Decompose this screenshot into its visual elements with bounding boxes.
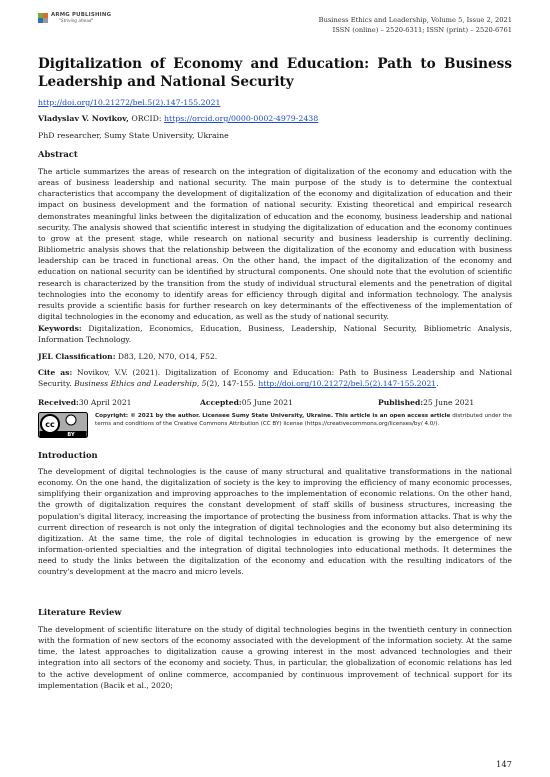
- publisher-logo: [38, 12, 111, 24]
- published-date: [378, 398, 475, 407]
- journal-issn-line: ISSN (online) – 2520-6311; ISSN (print) – 2520-6761: [332, 25, 512, 34]
- author-name: Vladyslav V. Novikov,: [38, 114, 129, 123]
- journal-info: [319, 16, 512, 35]
- copyright-rest: distributed under the terms and conditions of the Creative Commons Attribution (CC BY) license (https://creativecommons.org/licenses/by/ 4.0/).: [95, 413, 512, 428]
- introduction-heading: Introduction: [38, 450, 98, 460]
- cite-as: [38, 367, 512, 389]
- orcid-link[interactable]: https://orcid.org/0000-0002-4979-2438: [164, 114, 319, 123]
- attribution-icon: [66, 415, 76, 425]
- cite-end: .: [436, 379, 439, 389]
- copyright-notice: [95, 412, 512, 428]
- keywords: [38, 323, 512, 345]
- introduction-text: The development of digital technologies is the cause of many structural and qualitative transformations in the national economy. On the one hand, the digitalization of society is the key to improving the efficiency of many economic processes, simplifying their organization and improving approaches to the implementation of economic relations. On the other hand, the growth of digitalization requires the constant development of staff skills of business structures, increasing the population's digital literacy, increasing the importance of protecting the business from information attacks. That is why the current direction of research is not only the integration of digital technologies and the economy but also determining its digitization. At the same time, the role of digital technologies in education is growing by the emergence of new information-oriented specialties and the integration of digital technologies into educational methods. It determines the need to study the links between the digitalization of the economy and education with the resulting indicators of the country's development at the macro and micro levels.: [38, 467, 512, 577]
- literature-review-text: The development of scientific literature on the study of digital technologies begins in the twentieth century in connection with the formation of new sectors of the economy associated with the development of the information society. At the same time, the latest approaches to digitalization cause a growing interest in the most advanced technologies and their integration into all sectors of the economy and society. Thus, in particular, the globalization of economic relations has led to the active development of online commerce, accompanied by continuous improvement of technical support for its implementation (Bacik et al., 2020;: [38, 625, 512, 690]
- abstract-heading: Abstract: [38, 149, 78, 159]
- page-number: 147: [496, 759, 512, 769]
- published-value: 25 June 2021: [423, 398, 475, 407]
- author-affiliation: PhD researcher, Sumy State University, Ukraine: [38, 131, 229, 140]
- jel-classification: [38, 352, 217, 361]
- cite-label: Cite as:: [38, 368, 73, 377]
- cite-text: Novikov, V.V. (2021). Digitalization of Economy and Education: Path to Business Leadership and National Security.: [38, 368, 512, 389]
- publisher-tagline: "Striving ahead": [59, 18, 94, 23]
- cc-by-license-badge: [38, 412, 88, 438]
- publisher-logo-icon: [38, 13, 48, 23]
- keywords-text: Digitalization, Economics, Education, Business, Leadership, National Security, Bibliometric Analysis, Information Technology.: [38, 324, 512, 345]
- received-value: 30 April 2021: [78, 398, 132, 407]
- article-title: Digitalization of Economy and Education: Path to Business Leadership and National Security: [38, 56, 512, 90]
- orcid-label: ORCID:: [128, 114, 164, 123]
- abstract-text: The article summarizes the areas of research on the integration of digitalization of the economy and education with the areas of business leadership and national security. The main purpose of the study is to determine the contextual characteristics that accompany the development of digitalization of the economy and digitalization of education and their impact on business development and the formation of national security. Existing theoretical and empirical research demonstrates meaningful links between the digitalization of education and the economy, business leadership and national security. The analysis showed that scientific interest in studying the digitalization of education and the economy continues to grow at the present stage, while research on national security and business leadership is currently declining. Bibliometric analysis shows that the relationship between the digitalization of the economy and education with business leadership can be traced in functional areas. On the other hand, the impact of the digitalization of the economy and education on national security can be identified by structural components. One should note that the evolution of scientific research is characterized by the transition from the study of individual structural elements and the penetration of digital technologies into the economy to identify areas for efficiency through digital and information technology. The analysis results provide a scientific basis for further research on key determinants of the effectiveness of the implementation of digital technologies in the economy and education, as well as the study of national security.: [38, 167, 512, 322]
- received-label: Received:: [38, 398, 79, 407]
- author-line: [38, 114, 318, 123]
- article-doi-link[interactable]: http://doi.org/10.21272/bel.5(2).147-155.2021: [38, 98, 221, 107]
- publisher-name: ARMG PUBLISHING: [51, 12, 112, 18]
- literature-review-heading: Literature Review: [38, 607, 122, 617]
- accepted-label: Accepted:: [200, 398, 242, 407]
- accepted-value: 05 June 2021: [241, 398, 293, 407]
- page-header: [38, 10, 512, 46]
- jel-label: JEL Classification:: [38, 352, 116, 361]
- keywords-label: Keywords:: [38, 324, 82, 333]
- published-label: Published:: [378, 398, 424, 407]
- cite-doi-link[interactable]: http://doi.org/10.21272/bel.5(2).147-155.2021: [258, 379, 437, 389]
- cite-journal: Business Ethics and Leadership, 5: [74, 379, 207, 389]
- received-date: [38, 398, 132, 407]
- cite-issue-pages: (2), 147-155.: [206, 379, 259, 389]
- jel-codes: D83, L20, N70, O14, F52.: [115, 352, 218, 361]
- cc-badge-text: cc: [45, 420, 55, 429]
- by-badge-text: BY: [67, 432, 75, 438]
- copyright-bold: Copyright: © 2021 by the author. Licensee Sumy State University, Ukraine. This article is an open access article: [95, 413, 451, 419]
- journal-volume-line: Business Ethics and Leadership, Volume 5, Issue 2, 2021: [318, 16, 512, 24]
- accepted-date: [200, 398, 293, 407]
